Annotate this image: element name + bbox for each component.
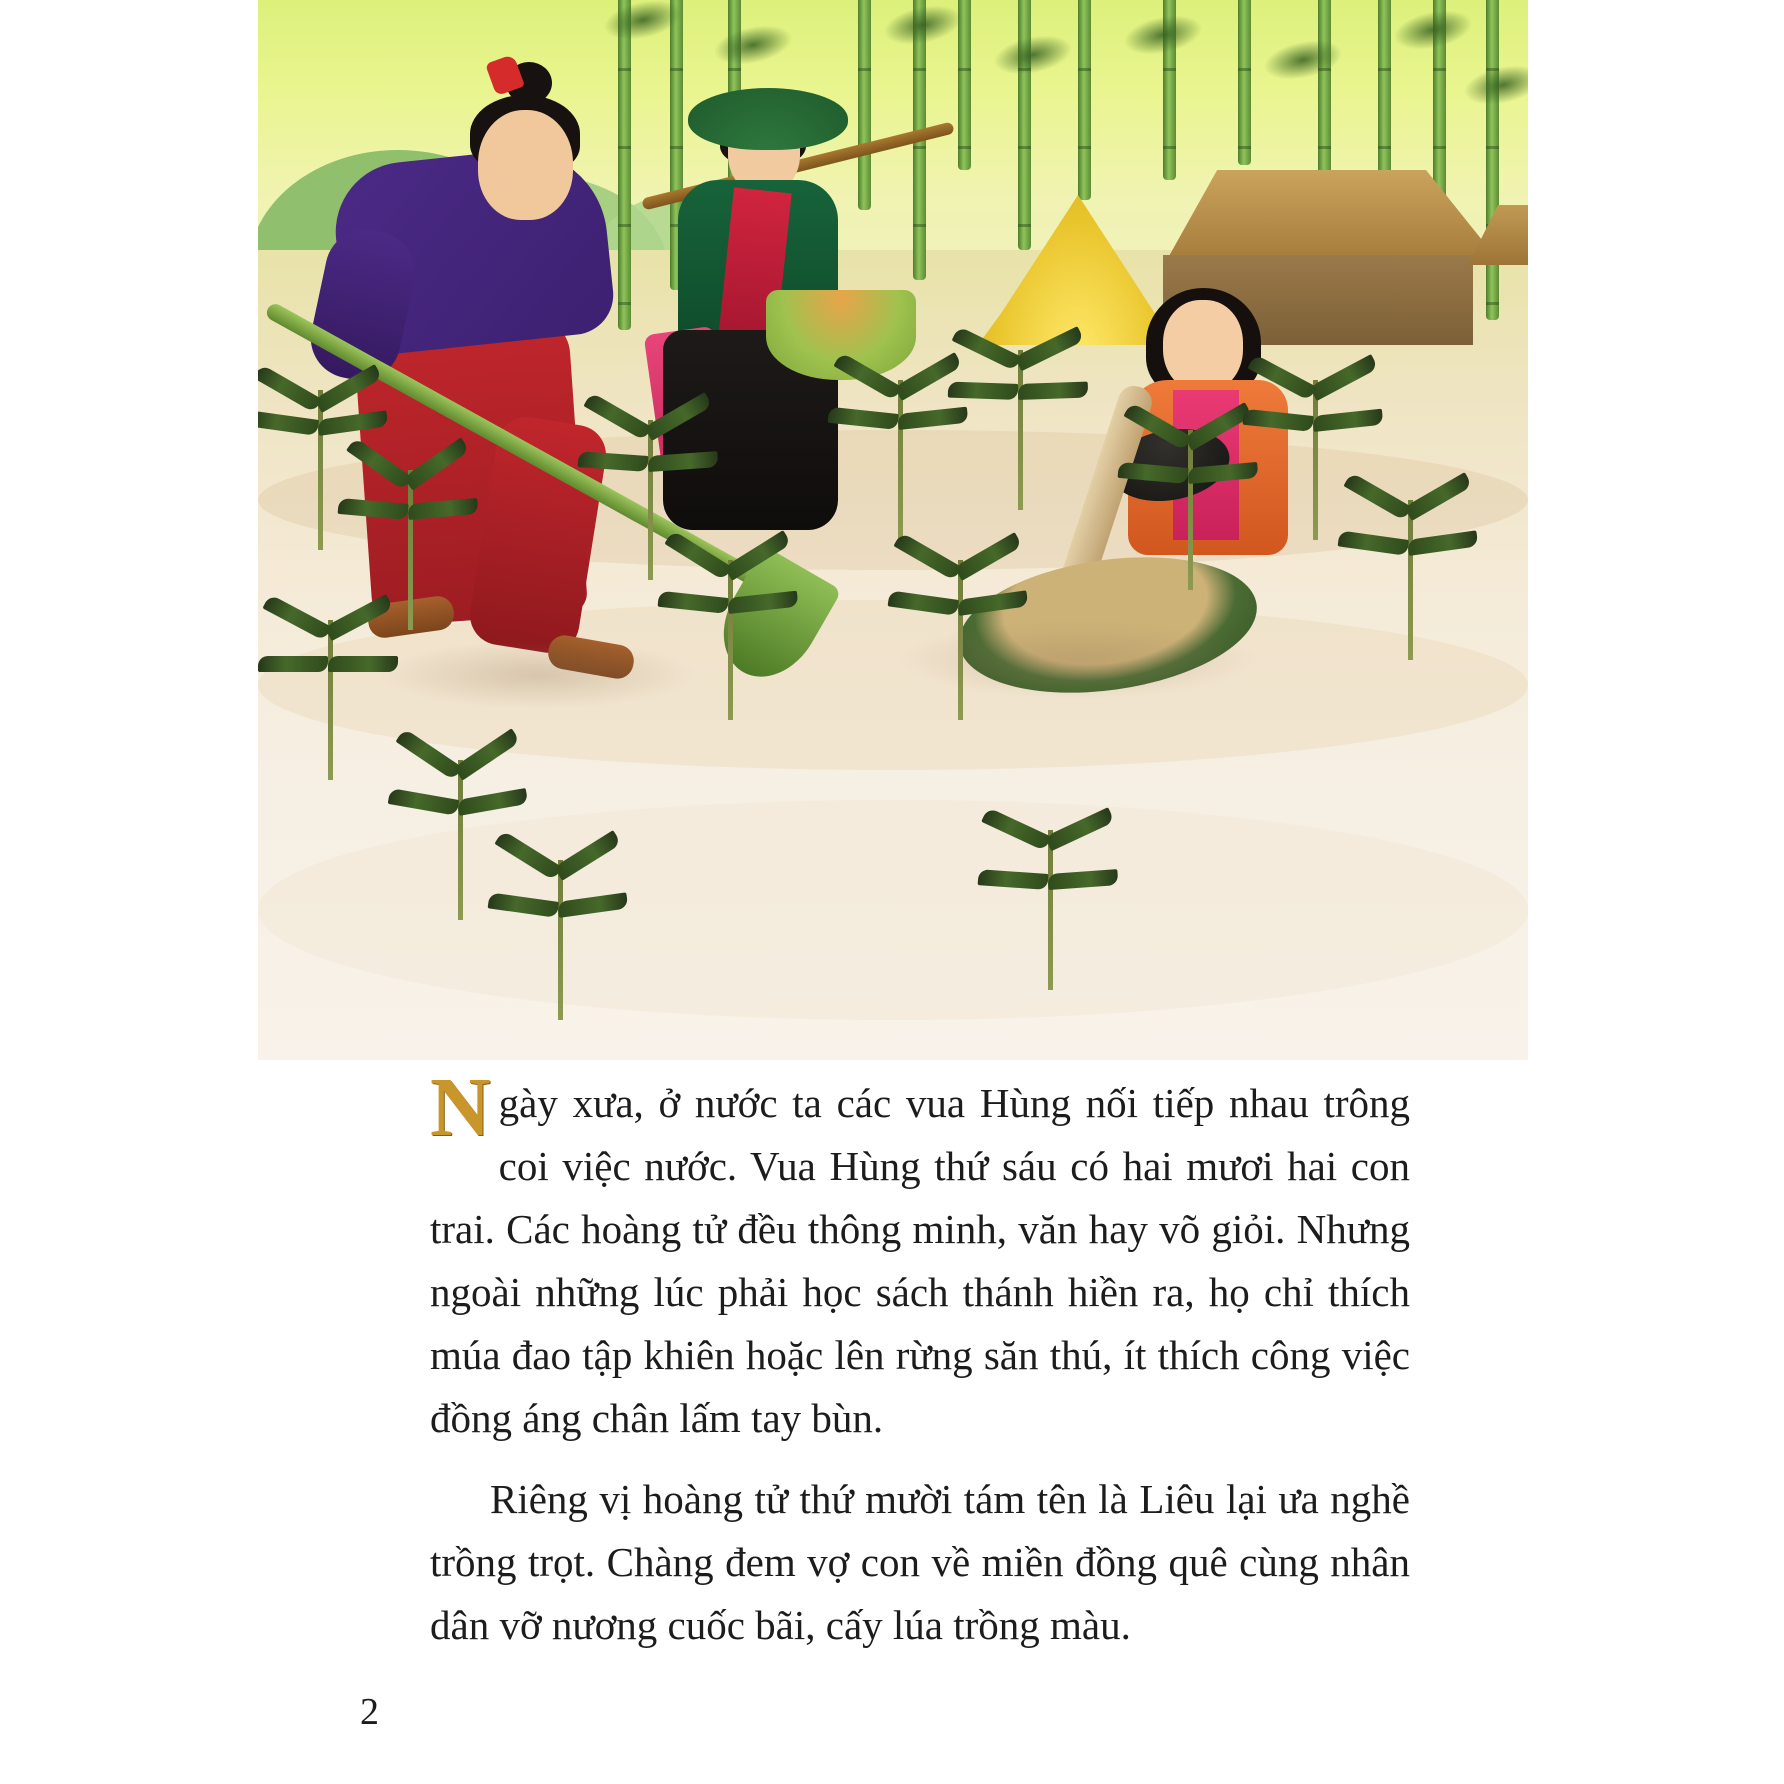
stem	[1313, 380, 1318, 540]
page-margin-left	[0, 0, 258, 1784]
ground-shadow	[898, 620, 1258, 700]
stem	[558, 860, 563, 1020]
stem	[898, 380, 903, 540]
bamboo-stalk	[618, 0, 631, 330]
leaf	[948, 382, 1019, 400]
story-text	[430, 1061, 1410, 1657]
head	[478, 110, 573, 220]
stem	[458, 760, 463, 920]
page-margin-right	[1528, 0, 1784, 1784]
leaf	[258, 656, 328, 672]
stem	[648, 420, 653, 580]
paragraph-1	[430, 1061, 1410, 1450]
stem	[728, 560, 733, 720]
stem	[318, 390, 323, 550]
paragraph-1-text: gày xưa, ở nước ta các vua Hùng nối tiếp nhau trông coi việc nước. Vua Hùng thứ sáu có hai mươi hai con trai. Các hoàng tử đều thông minh, văn hay võ giỏi. Nhưng ngoài những lúc phải học sách thánh hiền ra, họ chỉ thích múa đao tập khiên hoặc lên rừng săn thú, ít thích công việc đồng áng chân lấm tay bùn.	[430, 1080, 1410, 1441]
bamboo-stalk	[1078, 0, 1091, 200]
conical-hat	[688, 88, 848, 150]
stem	[1408, 500, 1413, 660]
stem	[1048, 830, 1053, 990]
illustration	[258, 0, 1528, 1060]
page-number: 2	[360, 1691, 379, 1733]
leaf	[1018, 382, 1089, 400]
bamboo-stalk	[1238, 0, 1251, 165]
stem	[1018, 350, 1023, 510]
ground-shadow	[378, 640, 698, 710]
head	[1163, 300, 1243, 392]
drop-cap: N	[430, 1061, 491, 1154]
paragraph-2: Riêng vị hoàng tử thứ mười tám tên là Liêu lại ưa nghề trồng trọt. Chàng đem vợ con về miền đồng quê cùng nhân dân vỡ nương cuốc bãi, cấy lúa trồng màu.	[430, 1476, 1410, 1648]
bamboo-stalk	[1486, 0, 1499, 320]
stem	[1188, 430, 1193, 590]
stem	[408, 470, 413, 630]
ground-band	[258, 800, 1528, 1020]
stem	[328, 620, 333, 780]
